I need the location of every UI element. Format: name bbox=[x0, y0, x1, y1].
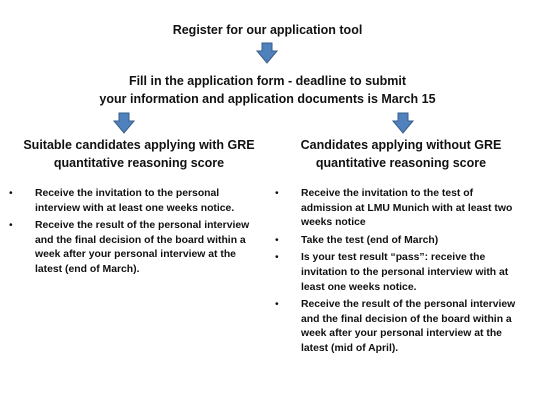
list-item bbox=[274, 251, 522, 295]
right-heading-line1: Candidates applying without GRE bbox=[300, 138, 502, 152]
left-column-heading bbox=[18, 136, 260, 172]
left-heading-line1: Suitable candidates applying with GRE bbox=[23, 138, 255, 152]
down-arrow-1 bbox=[256, 42, 278, 64]
right-bullet-list bbox=[274, 187, 522, 360]
bullet-icon: • bbox=[9, 220, 13, 232]
step2-line1: Fill in the application form - deadline to submit bbox=[128, 74, 407, 88]
bullet-icon: • bbox=[275, 188, 279, 199]
left-bullet-list bbox=[8, 187, 258, 281]
left-heading-line2: quantitative reasoning score bbox=[53, 156, 225, 170]
list-item-text: Receive the result of the personal interview and the final decision of the board within a week after your personal interview at the latest (end of March). bbox=[35, 220, 250, 275]
bullet-icon: • bbox=[9, 188, 13, 199]
right-column-heading bbox=[272, 136, 530, 172]
step1-title: Register for our application tool bbox=[172, 23, 363, 37]
down-arrow-right bbox=[392, 112, 414, 134]
list-item bbox=[8, 187, 258, 216]
list-item-text: Receive the invitation to the test of admission at LMU Munich with at least two weeks notice bbox=[301, 188, 513, 229]
arrow-shape-1 bbox=[257, 43, 277, 63]
arrow-shape-left bbox=[114, 113, 134, 133]
list-item-text: Is your test result “pass”: receive the invitation to the personal interview with at least one weeks notice. bbox=[301, 252, 509, 293]
bullet-icon: • bbox=[275, 234, 279, 246]
bullet-icon: • bbox=[275, 252, 279, 264]
arrow-shape-right bbox=[393, 113, 413, 133]
list-item bbox=[274, 298, 522, 356]
list-item bbox=[8, 219, 258, 277]
list-item bbox=[274, 234, 522, 249]
step2-text bbox=[0, 72, 535, 108]
list-item bbox=[274, 187, 522, 231]
list-item-text: Receive the invitation to the personal interview with at least one weeks notice. bbox=[35, 188, 235, 214]
list-item-text: Receive the result of the personal interview and the final decision of the board within a week after your personal interview at the latest (mid of April). bbox=[301, 299, 516, 354]
step2-line2: your information and application documents is March 15 bbox=[99, 92, 436, 106]
bullet-icon: • bbox=[275, 299, 279, 311]
list-item-text: Take the test (end of March) bbox=[301, 234, 439, 246]
down-arrow-left bbox=[113, 112, 135, 134]
right-heading-line2: quantitative reasoning score bbox=[315, 156, 487, 170]
